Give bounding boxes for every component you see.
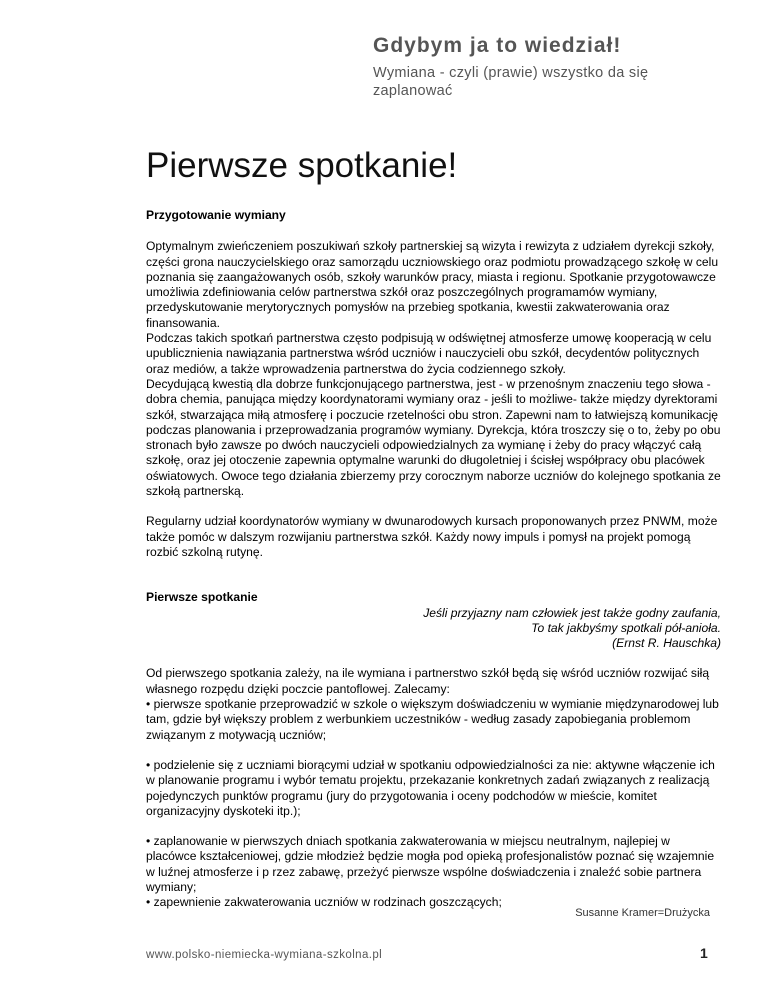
section-heading-first-meeting: Pierwsze spotkanie — [146, 590, 258, 605]
spacer — [146, 651, 721, 666]
spacer — [146, 499, 721, 514]
bullet-item: • zapewnienie zakwaterowania uczniów w rodzinach goszczących; — [146, 895, 502, 910]
author-signature: Susanne Kramer=Drużycka — [575, 907, 710, 919]
paragraph: Od pierwszego spotkania zależy, na ile wymiana i partnerstwo szkół będą się wśród uczniów rozwijać siłą własnego rozpędu dzięki poczcie pantoflowej. Zalecamy: — [146, 666, 710, 696]
document-body — [146, 208, 721, 911]
spacer — [146, 819, 721, 834]
page-title: Pierwsze spotkanie! — [146, 146, 458, 185]
footer-url: www.polsko-niemiecka-wymiana-szkolna.pl — [146, 949, 383, 961]
quote-line: Jeśli przyjazny nam człowiek jest także godny zaufania, — [423, 605, 721, 620]
bullet-item: • podzielenie się z uczniami biorącymi udział w spotkaniu odpowiedzialności za nie: aktywne włączenie ich w planowanie programu i wybór tematu projektu, przekazanie konkretnych zadań związanych z realizacją pojedynczych punktów programu (jury do przygotowania i oceny podchodów w mieście, komitet organizacyjny dyskoteki itp.); — [146, 757, 715, 818]
quote-line: To tak jakbyśmy spotkali pół-anioła. — [531, 620, 721, 635]
bullet-item: • pierwsze spotkanie przeprowadzić w szkole o większym doświadczeniu w wymianie międzynarodowej lub tam, gdzie był większy problem z werbunkiem uczestników - według zasady zapobiegania problemom związanym z motywacją uczniów; — [146, 697, 719, 742]
paragraph: Decydującą kwestią dla dobrze funkcjonującego partnerstwa, jest - w przenośnym znaczeniu tego słowa - dobra chemia, panująca między koordynatorami wymiany oraz - jeśli to możliwe- także między dyrektorami szkół, stwarzająca miłą atmosferę i poczucie rzetelności obu stron. Zapewni nam to łatwiejszą komunikację podczas planowania i przeprowadzania programów wymiany. Dyrekcja, która troszczy się o to, żeby po obu stronach było zawsze po dwóch nauczycieli odpowiedzialnych za wymianę i żeby do pracy włączyć całą szkołę, oraz jej otoczenie zapewnia optymalne warunki do długoletniej i ścisłej współpracy obu placówek oświatowych. Owoce tego działania zbierzemy przy corocznym naborze uczniów do kolejnego spotkania ze szkołą partnerską. — [146, 376, 721, 499]
paragraph: Podczas takich spotkań partnerstwa często podpisują w odświętnej atmosferze umowę kooperacją w celu upublicznienia nawiązania partnerstwa wśród uczniów i nauczycieli obu szkół, decydentów politycznych oraz mediów, a także wprowadzenia partnerstwa do życia codziennego szkoły. — [146, 331, 712, 376]
spacer — [146, 743, 721, 758]
bullet-item: • zaplanowanie w pierwszych dniach spotkania zakwaterowania w miejscu neutralnym, najlepiej w placówce kształceniowej, gdzie młodzież będzie mogła pod opieką profesjonalistów poznać się wzajemnie w luźnej atmosferze i p rzez zabawę, przeżyć pierwsze wspólne doświadczenia i znaleźć sobie partnera wymiany; — [146, 834, 715, 894]
header-title: Gdybym ja to wiedział! — [373, 34, 622, 57]
page-number: 1 — [700, 945, 708, 961]
quote-author: (Ernst R. Hauschka) — [612, 636, 721, 651]
paragraph: Regularny udział koordynatorów wymiany w dwunarodowych kursach proponowanych przez PNWM, może także pomóc w dalszym rozwijaniu partnerstwa szkół. Każdy nowy impuls i pomysł na projekt pomogą rozbić szkolną rutynę. — [146, 514, 718, 559]
spacer — [146, 560, 721, 590]
header-subtitle: Wymiana - czyli (prawie) wszystko da się zaplanować — [373, 65, 649, 99]
section-heading-preparation: Przygotowanie wymiany — [146, 208, 286, 222]
paragraph: Optymalnym zwieńczeniem poszukiwań szkoły partnerskiej są wizyta i rewizyta z udziałem dyrekcji szkoły, części grona nauczycielskiego oraz samorządu uczniowskiego oraz podmiotu prowadzącego szkołę w celu poznania się zaangażowanych osób, szkoły warunków pracy, miasta i regionu. Spotkanie przygotowawcze umożliwia zdefiniowania celów partnerstwa szkół oraz poszczególnych programamów wymiany, przedyskutowanie merytorycznych pomysłów na przebieg spotkania, kwestii zakwaterowania oraz finansowania. — [146, 239, 719, 330]
